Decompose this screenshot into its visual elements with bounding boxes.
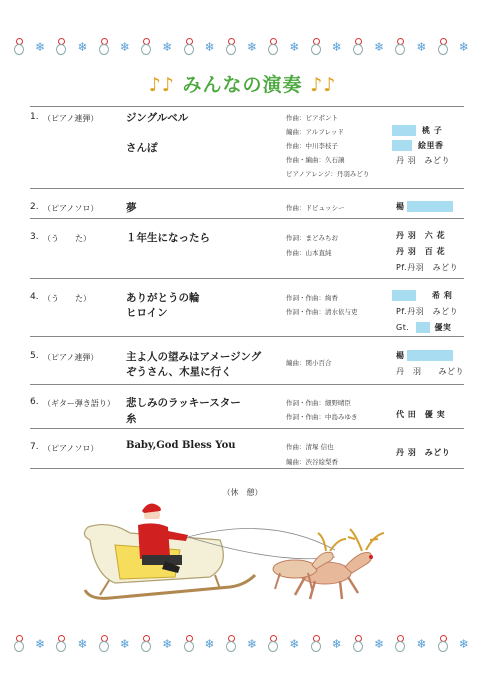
item-type: （ギター弾き語り） bbox=[43, 399, 115, 408]
snowman-icon bbox=[99, 635, 109, 653]
snowman-icon bbox=[99, 38, 109, 56]
snowflake-icon: ❄ bbox=[374, 40, 385, 54]
snowflake-icon: ❄ bbox=[77, 637, 88, 651]
snowman-icon bbox=[353, 38, 363, 56]
song-title: 悲しみのラッキースター bbox=[126, 397, 241, 409]
snowman-icon bbox=[395, 635, 405, 653]
snowflake-icon: ❄ bbox=[289, 40, 300, 54]
divider bbox=[30, 468, 464, 469]
performer: 丹 羽 みどり bbox=[396, 156, 451, 165]
snowflake-icon: ❄ bbox=[416, 637, 427, 651]
credit: 作詞・作曲：絢香 bbox=[286, 294, 338, 302]
performer: 丹 羽 六 花 bbox=[396, 231, 446, 240]
snowflake-icon: ❄ bbox=[331, 40, 342, 54]
name-highlight bbox=[407, 350, 453, 361]
performer: 丹 羽 みどり bbox=[396, 367, 464, 376]
credit: 作曲：ピアポント bbox=[286, 114, 338, 122]
divider bbox=[30, 384, 464, 385]
snowman-icon bbox=[268, 635, 278, 653]
item-number: 3. bbox=[30, 232, 39, 242]
snowflake-icon: ❄ bbox=[247, 637, 258, 651]
snowflake-icon: ❄ bbox=[204, 637, 215, 651]
credit: 作曲：山本直純 bbox=[286, 249, 332, 257]
snowman-icon bbox=[184, 635, 194, 653]
credit: 作詞・作曲：中島みゆき bbox=[286, 413, 358, 421]
credit: 作曲：ドビュッシー bbox=[286, 204, 345, 212]
intermission-label: （休 憩） bbox=[222, 488, 263, 497]
name-highlight bbox=[392, 125, 416, 136]
performer: 丹 羽 みどり bbox=[396, 448, 451, 457]
snowflake-icon: ❄ bbox=[77, 40, 88, 54]
song-title: Baby,God Bless You bbox=[126, 440, 236, 451]
snowflake-icon: ❄ bbox=[119, 637, 130, 651]
snowman-icon bbox=[311, 635, 321, 653]
song-title: １年生になったら bbox=[126, 232, 210, 244]
credit: 作曲：清塚 信也 bbox=[286, 443, 334, 451]
snowman-icon bbox=[438, 38, 448, 56]
name-highlight bbox=[392, 140, 412, 151]
performer: 楊 bbox=[396, 350, 453, 361]
snowman-icon bbox=[395, 38, 405, 56]
performer: Pf.丹羽 みどり bbox=[396, 307, 459, 316]
snowflake-icon: ❄ bbox=[374, 637, 385, 651]
performer: 桃 子 bbox=[392, 125, 442, 136]
snowman-icon bbox=[14, 38, 24, 56]
name-highlight bbox=[416, 322, 430, 333]
top-snowman-border bbox=[14, 36, 469, 58]
snowflake-icon: ❄ bbox=[458, 637, 469, 651]
snowflake-icon: ❄ bbox=[35, 40, 46, 54]
credit: 作曲・編曲：久石譲 bbox=[286, 156, 345, 164]
credit: 編曲：渋谷絵梨香 bbox=[286, 458, 338, 466]
credit: 編曲：アルフレッド bbox=[286, 128, 344, 136]
item-number: 2. bbox=[30, 202, 39, 212]
song-title: 主よ人の望みはアメージング bbox=[126, 351, 262, 363]
song-title: 夢 bbox=[126, 202, 137, 214]
performer: 代 田 優 実 bbox=[396, 410, 446, 419]
song-title: ヒロイン bbox=[126, 307, 168, 319]
divider bbox=[30, 218, 464, 219]
music-note-icon: ♪♪ bbox=[148, 74, 175, 96]
performer: Pf.丹羽 みどり bbox=[396, 263, 459, 272]
item-type: （ピアノ連弾） bbox=[43, 353, 99, 362]
song-title: 糸 bbox=[126, 413, 137, 425]
item-number: 6. bbox=[30, 397, 39, 407]
item-number: 1. bbox=[30, 112, 39, 122]
title-text: みんなの演奏 bbox=[182, 74, 303, 96]
snowman-icon bbox=[226, 38, 236, 56]
page-title bbox=[0, 70, 485, 97]
snowflake-icon: ❄ bbox=[35, 637, 46, 651]
credit: 作詞・作曲：細野晴臣 bbox=[286, 399, 351, 407]
item-number: 7. bbox=[30, 442, 39, 452]
performer: 丹 羽 百 花 bbox=[396, 247, 446, 256]
divider bbox=[30, 336, 464, 337]
item-type: （う た） bbox=[43, 234, 91, 243]
credit: 作曲：中川李枝子 bbox=[286, 142, 338, 150]
snowflake-icon: ❄ bbox=[416, 40, 427, 54]
snowflake-icon: ❄ bbox=[247, 40, 258, 54]
song-title: ジングルベル bbox=[126, 112, 189, 124]
performer: 楊 bbox=[396, 201, 453, 212]
divider bbox=[30, 106, 464, 107]
item-type: （ピアノ連弾） bbox=[43, 114, 99, 123]
music-note-icon: ♪♪ bbox=[310, 74, 337, 96]
item-type: （う た） bbox=[43, 294, 91, 303]
bottom-snowman-border bbox=[14, 633, 469, 655]
performer: 希 利 bbox=[392, 290, 452, 301]
item-type: （ピアノソロ） bbox=[43, 204, 99, 213]
divider bbox=[30, 278, 464, 279]
snowflake-icon: ❄ bbox=[162, 637, 173, 651]
snowflake-icon: ❄ bbox=[458, 40, 469, 54]
snowman-icon bbox=[141, 635, 151, 653]
snowman-icon bbox=[268, 38, 278, 56]
snowman-icon bbox=[438, 635, 448, 653]
snowflake-icon: ❄ bbox=[119, 40, 130, 54]
performer: 絵里香 bbox=[392, 140, 444, 151]
credit: 編曲：関小百合 bbox=[286, 359, 332, 367]
snowflake-icon: ❄ bbox=[204, 40, 215, 54]
divider bbox=[30, 188, 464, 189]
snowman-icon bbox=[14, 635, 24, 653]
snowman-icon bbox=[226, 635, 236, 653]
snowflake-icon: ❄ bbox=[162, 40, 173, 54]
credit: 作詞：まどみちお bbox=[286, 234, 338, 242]
song-title: ありがとうの輪 bbox=[126, 292, 200, 304]
name-highlight bbox=[392, 290, 416, 301]
snowman-icon bbox=[141, 38, 151, 56]
snowflake-icon: ❄ bbox=[289, 637, 300, 651]
item-type: （ピアノソロ） bbox=[43, 444, 99, 453]
credit: 作詞・作曲：清水依与吏 bbox=[286, 308, 358, 316]
divider bbox=[30, 428, 464, 429]
snowflake-icon: ❄ bbox=[331, 637, 342, 651]
item-number: 4. bbox=[30, 292, 39, 302]
song-title: さんぽ bbox=[126, 142, 158, 154]
snowman-icon bbox=[311, 38, 321, 56]
snowman-icon bbox=[56, 635, 66, 653]
snowman-icon bbox=[56, 38, 66, 56]
santa-sleigh-illustration bbox=[70, 495, 400, 615]
snowman-icon bbox=[353, 635, 363, 653]
credit: ピアノアレンジ：丹羽みどり bbox=[286, 170, 370, 178]
snowman-icon bbox=[184, 38, 194, 56]
item-number: 5. bbox=[30, 351, 39, 361]
song-title: ぞうさん、木星に行く bbox=[126, 366, 232, 378]
name-highlight bbox=[407, 201, 453, 212]
performer: Gt. 優実 bbox=[396, 323, 452, 332]
